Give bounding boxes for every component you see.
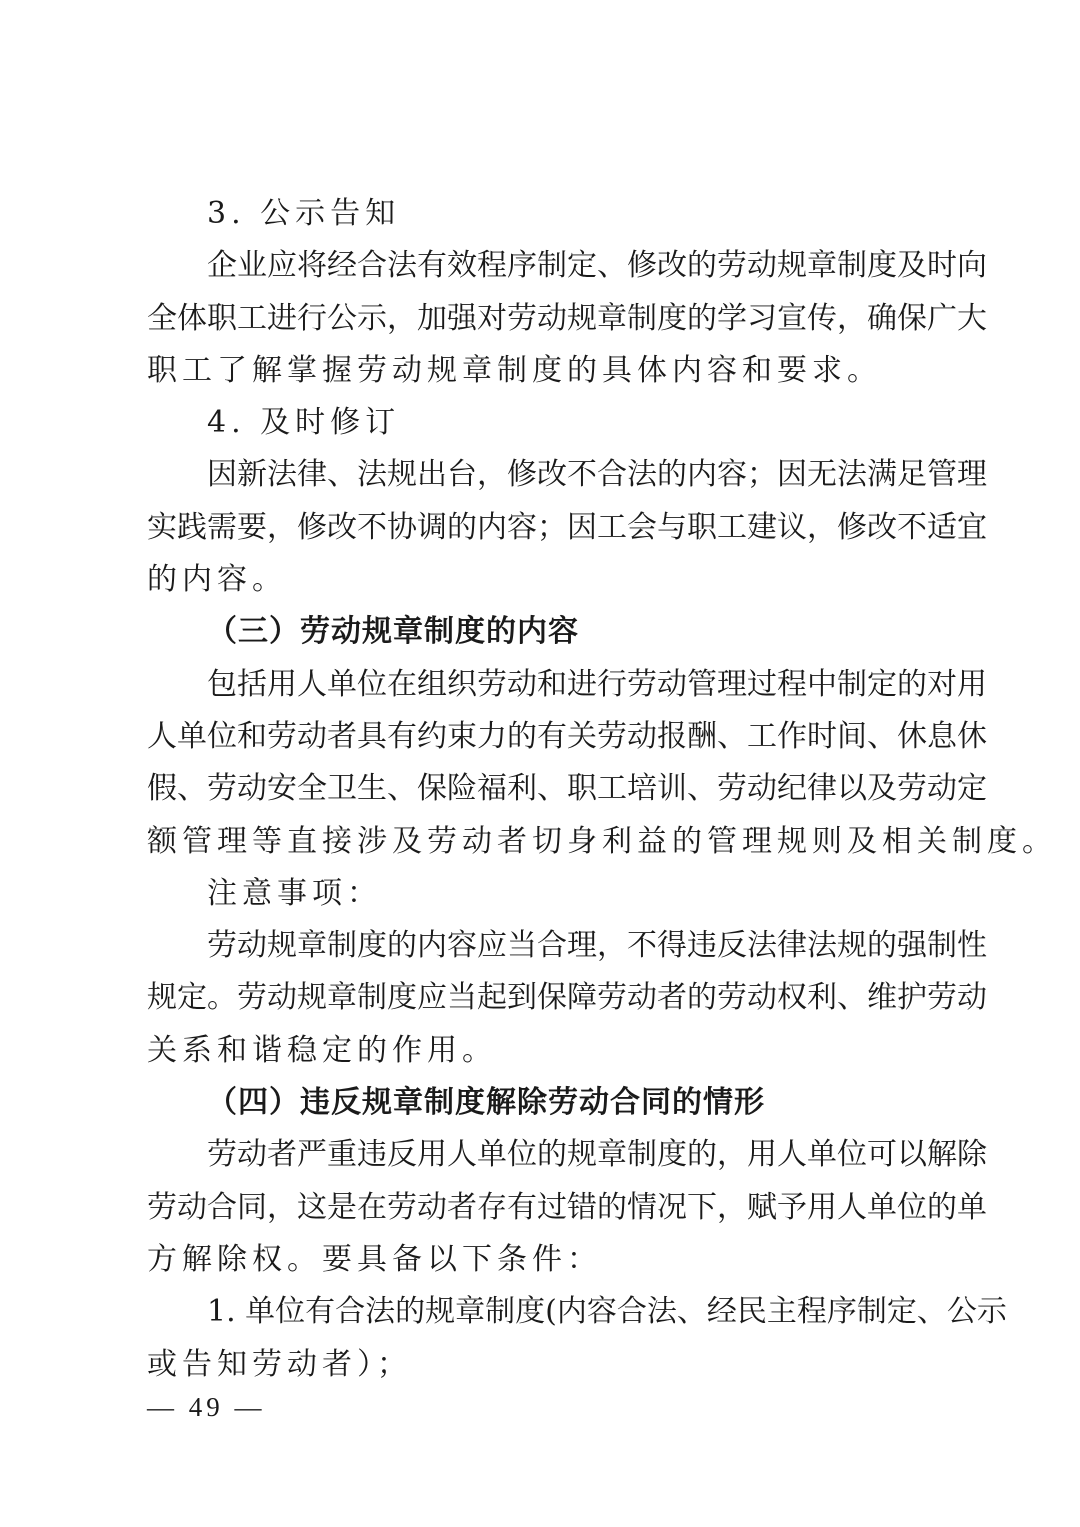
section-heading: （四）违反规章制度解除劳动合同的情形 — [207, 1085, 765, 1121]
note-label: 注意事项： — [207, 875, 382, 911]
paragraph-line: 的内容。 — [147, 562, 287, 598]
document-body — [147, 188, 1057, 1391]
section-item-title: 4. 及时修订 — [207, 405, 401, 441]
paragraph-line: 假、劳动安全卫生、保险福利、职工培训、劳动纪律以及劳动定 — [147, 771, 987, 807]
section-heading: （三）劳动规章制度的内容 — [207, 614, 579, 650]
paragraph-line: 额管理等直接涉及劳动者切身利益的管理规则及相关制度。 — [147, 823, 1057, 859]
paragraph-line: 关系和谐稳定的作用。 — [147, 1032, 497, 1068]
section-item-title: 3. 公示告知 — [207, 196, 401, 231]
page-number: — 49 — — [147, 1392, 266, 1422]
paragraph-line: 全体职工进行公示，加强对劳动规章制度的学习宣传，确保广大 — [147, 300, 987, 336]
paragraph-line: 职工了解掌握劳动规章制度的具体内容和要求。 — [147, 352, 882, 388]
paragraph-line: 人单位和劳动者具有约束力的有关劳动报酬、工作时间、休息休 — [147, 718, 987, 754]
paragraph-line: 包括用人单位在组织劳动和进行劳动管理过程中制定的对用 — [207, 666, 987, 702]
paragraph-line: 企业应将经合法有效程序制定、修改的劳动规章制度及时向 — [207, 248, 987, 284]
paragraph-line: 或告知劳动者）； — [147, 1346, 412, 1382]
paragraph-line: 劳动者严重违反用人单位的规章制度的，用人单位可以解除 — [207, 1137, 987, 1173]
paragraph-line: 实践需要，修改不协调的内容；因工会与职工建议，修改不适宜 — [147, 509, 987, 545]
paragraph-line: 劳动合同，这是在劳动者存有过错的情况下，赋予用人单位的单 — [147, 1189, 987, 1225]
paragraph-line: 1. 单位有合法的规章制度(内容合法、经民主程序制定、公示 — [207, 1294, 1007, 1330]
paragraph-line: 方解除权。要具备以下条件： — [147, 1241, 602, 1277]
paragraph-line: 规定。劳动规章制度应当起到保障劳动者的劳动权利、维护劳动 — [147, 980, 987, 1016]
paragraph-line: 劳动规章制度的内容应当合理，不得违反法律法规的强制性 — [207, 928, 987, 964]
paragraph-line: 因新法律、法规出台，修改不合法的内容；因无法满足管理 — [207, 457, 987, 493]
